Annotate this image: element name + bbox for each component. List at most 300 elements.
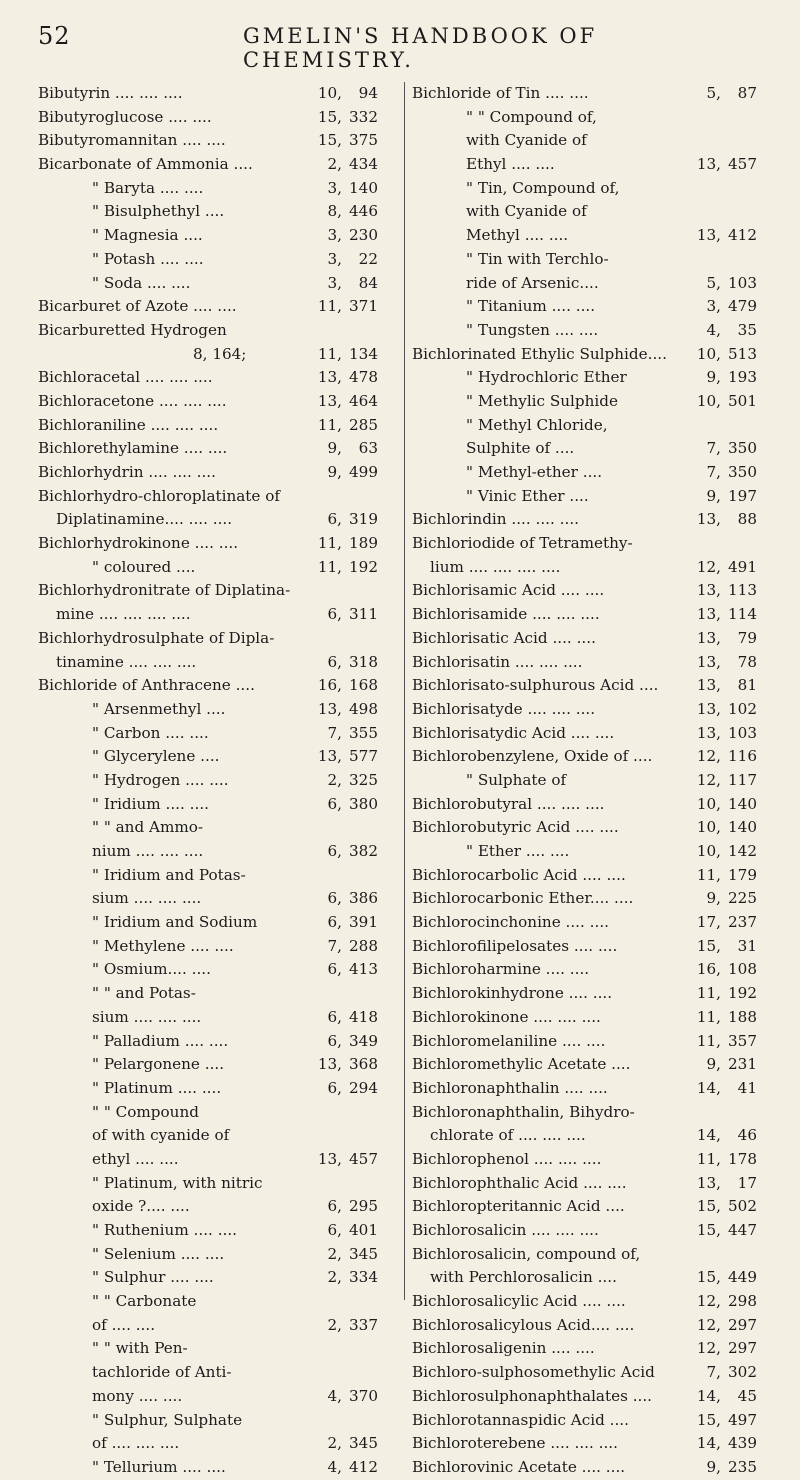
- entry-reference: [306, 200, 398, 224]
- entry-text: " Methylene .... ....: [92, 936, 234, 955]
- entry-reference: [306, 556, 398, 580]
- volume-number: 13,: [317, 368, 342, 387]
- entry-text: Sulphite of ....: [466, 439, 575, 458]
- page-reference: 334: [349, 1268, 378, 1287]
- entry-reference: [306, 1053, 398, 1077]
- page-reference: 108: [728, 960, 757, 979]
- index-column-right: [412, 82, 777, 1480]
- page-reference: 295: [349, 1197, 378, 1216]
- entry-text: Bibutyrin .... .... ....: [38, 84, 183, 102]
- page-reference: 113: [728, 581, 757, 600]
- entry-text: Bichlorocinchonine .... ....: [412, 913, 609, 932]
- entry-text: " Tellurium .... ....: [92, 1457, 226, 1476]
- volume-number: 9,: [327, 439, 342, 458]
- index-entry: [38, 958, 398, 982]
- page-reference: 225: [728, 889, 757, 908]
- entry-reference: [685, 793, 777, 817]
- volume-number: 13,: [696, 723, 721, 742]
- volume-number: 6,: [327, 652, 342, 671]
- entry-reference: [306, 1219, 398, 1243]
- entry-text: " Hydrogen .... ....: [92, 770, 229, 789]
- entry-text: " Titanium .... ....: [466, 297, 596, 316]
- index-entry: [412, 1409, 777, 1433]
- volume-number: 9,: [706, 1055, 721, 1074]
- entry-text: Bichloride of Anthracene ....: [38, 676, 255, 695]
- volume-number: 11,: [696, 1031, 721, 1050]
- entry-reference: [685, 1124, 777, 1148]
- volume-number: 16,: [317, 676, 342, 695]
- index-entry: [38, 106, 398, 130]
- entry-reference: [306, 864, 398, 888]
- entry-text: " Sulphate of: [466, 770, 567, 789]
- page-reference: 501: [728, 391, 757, 410]
- index-entry: [412, 1148, 777, 1172]
- entry-text: " " Compound: [92, 1102, 199, 1121]
- page-reference: 88: [737, 510, 757, 529]
- entry-reference: [685, 1006, 777, 1030]
- entry-reference: [306, 769, 398, 793]
- volume-number: 13,: [317, 699, 342, 718]
- entry-reference: [306, 935, 398, 959]
- entry-text: Bichlorobutyric Acid .... ....: [412, 818, 619, 837]
- entry-text: Bibutyromannitan .... ....: [38, 131, 226, 150]
- page-reference: 142: [728, 842, 757, 860]
- page-reference: 457: [728, 155, 757, 174]
- entry-reference: [685, 272, 777, 296]
- entry-reference: [685, 864, 777, 888]
- page-reference: 188: [728, 1007, 757, 1026]
- page-reference: 46: [737, 1126, 757, 1145]
- volume-number: 13,: [696, 628, 721, 647]
- entry-reference: [685, 414, 777, 438]
- entry-text: Bichlorovinic Acetate .... ....: [412, 1457, 626, 1476]
- entry-reference: [306, 579, 398, 603]
- index-entry: [38, 1361, 398, 1385]
- index-entry: [38, 1148, 398, 1172]
- index-entry: [412, 106, 777, 130]
- index-entry: [412, 1432, 777, 1456]
- index-entry: [38, 1409, 398, 1433]
- entry-reference: [685, 674, 777, 698]
- entry-reference: [306, 532, 398, 556]
- page-reference: 325: [349, 770, 378, 789]
- page-reference: 502: [728, 1197, 757, 1216]
- entry-reference: [306, 1409, 398, 1433]
- index-entry: [412, 414, 777, 438]
- page-reference: 193: [728, 368, 757, 387]
- index-entry: [412, 366, 777, 390]
- volume-number: 13,: [317, 391, 342, 410]
- volume-number: 12,: [696, 1292, 721, 1311]
- entry-reference: [685, 248, 777, 272]
- entry-reference: [685, 816, 777, 840]
- page-reference: 285: [349, 415, 378, 434]
- entry-reference: [685, 1290, 777, 1314]
- entry-text: with Cyanide of: [466, 202, 587, 221]
- volume-number: 3,: [327, 249, 342, 268]
- entry-reference: [306, 1172, 398, 1196]
- entry-reference: [306, 461, 398, 485]
- entry-text: chlorate of .... .... ....: [430, 1126, 586, 1145]
- index-entry: [412, 816, 777, 840]
- volume-number: 11,: [317, 297, 342, 316]
- entry-reference: [685, 1101, 777, 1125]
- column-divider: [404, 82, 405, 1300]
- entry-reference: [685, 769, 777, 793]
- entry-text: Bichloromethylic Acetate ....: [412, 1055, 631, 1074]
- volume-number: 13,: [696, 581, 721, 600]
- index-entry: [38, 1006, 398, 1030]
- entry-reference: [306, 1385, 398, 1409]
- volume-number: 14,: [696, 1078, 721, 1097]
- index-entry: [412, 485, 777, 509]
- page-reference: 371: [349, 297, 378, 316]
- entry-text: lium .... .... .... ....: [430, 557, 561, 576]
- volume-number: 12,: [696, 1315, 721, 1334]
- entry-text: Bichlorokinone .... .... ....: [412, 1007, 601, 1026]
- index-entry: [412, 461, 777, 485]
- volume-number: 15,: [696, 1197, 721, 1216]
- index-entry: [38, 1456, 398, 1480]
- entry-text: sium .... .... ....: [92, 889, 202, 908]
- entry-reference: [306, 1361, 398, 1385]
- volume-number: 4,: [327, 1457, 342, 1476]
- volume-number: 11,: [317, 344, 342, 363]
- entry-text: Bichloracetone .... .... ....: [38, 391, 227, 410]
- volume-number: 3,: [327, 178, 342, 197]
- entry-text: of .... .... ....: [92, 1434, 180, 1453]
- index-entry: [412, 745, 777, 769]
- entry-text: Bicarbonate of Ammonia ....: [38, 155, 253, 174]
- index-entry: [412, 532, 777, 556]
- index-entry: [38, 769, 398, 793]
- index-entry: [38, 627, 398, 651]
- entry-reference: [685, 390, 777, 414]
- index-entry: [38, 556, 398, 580]
- entry-text: " Carbon .... ....: [92, 723, 209, 742]
- entry-reference: [685, 177, 777, 201]
- entry-text: Bichlorobenzylene, Oxide of ....: [412, 747, 653, 766]
- index-entry: [412, 248, 777, 272]
- page-reference: 87: [737, 84, 757, 102]
- index-entry: [412, 1266, 777, 1290]
- volume-number: 9,: [706, 889, 721, 908]
- page-reference: 298: [728, 1292, 757, 1311]
- index-entry: [38, 1219, 398, 1243]
- page-reference: 302: [728, 1363, 757, 1382]
- entry-text: Bichlorofilipelosates .... ....: [412, 936, 618, 955]
- index-entry: [38, 224, 398, 248]
- entry-text: " " and Potas-: [92, 984, 196, 1003]
- entry-reference: [685, 1243, 777, 1267]
- entry-reference: [685, 651, 777, 675]
- volume-number: 7,: [706, 439, 721, 458]
- index-entry: [38, 1124, 398, 1148]
- index-entry: [38, 674, 398, 698]
- entry-text: Bichlorobutyral .... .... ....: [412, 794, 605, 813]
- entry-reference: [306, 485, 398, 509]
- entry-text: mony .... ....: [92, 1386, 183, 1405]
- volume-number: 10,: [696, 842, 721, 860]
- volume-number: 16,: [696, 960, 721, 979]
- entry-reference: [685, 627, 777, 651]
- page-reference: 446: [349, 202, 378, 221]
- index-entry: [38, 437, 398, 461]
- index-entry: [412, 1006, 777, 1030]
- entry-reference: [306, 816, 398, 840]
- index-entry: [38, 461, 398, 485]
- page-reference: 237: [728, 913, 757, 932]
- entry-reference: [306, 603, 398, 627]
- volume-number: 14,: [696, 1434, 721, 1453]
- volume-number: 6,: [327, 842, 342, 860]
- entry-text: Bichlorhydronitrate of Diplatina-: [38, 581, 291, 600]
- entry-reference: [306, 177, 398, 201]
- page-reference: 413: [349, 960, 378, 979]
- index-entry: [38, 1077, 398, 1101]
- page-reference: 412: [728, 226, 757, 245]
- volume-number: 12,: [696, 557, 721, 576]
- entry-reference: [685, 698, 777, 722]
- volume-number: 15,: [696, 936, 721, 955]
- volume-number: 3,: [706, 297, 721, 316]
- page-reference: 116: [728, 747, 757, 766]
- entry-reference: [685, 1219, 777, 1243]
- entry-text: Bichloride of Tin .... ....: [412, 84, 589, 102]
- entry-reference: [306, 982, 398, 1006]
- volume-number: 4,: [327, 1386, 342, 1405]
- entry-reference: [685, 1361, 777, 1385]
- entry-reference: [306, 958, 398, 982]
- entry-reference: [685, 1172, 777, 1196]
- entry-reference: [306, 674, 398, 698]
- entry-reference: [685, 153, 777, 177]
- index-entry: [38, 129, 398, 153]
- entry-reference: [685, 722, 777, 746]
- entry-reference: [685, 579, 777, 603]
- entry-text: " Potash .... ....: [92, 249, 204, 268]
- volume-number: 10,: [696, 818, 721, 837]
- page-reference: 117: [728, 770, 757, 789]
- entry-text: " " and Ammo-: [92, 818, 204, 837]
- entry-text: " Ether .... ....: [466, 842, 570, 860]
- page-reference: 350: [728, 439, 757, 458]
- entry-reference: [306, 319, 398, 343]
- entry-text: of with cyanide of: [92, 1126, 230, 1145]
- index-entry: [38, 485, 398, 509]
- index-entry: [38, 1314, 398, 1338]
- entry-text: Bichlorocarbonic Ether.... ....: [412, 889, 634, 908]
- entry-reference: [306, 1124, 398, 1148]
- page-reference: 311: [349, 605, 378, 624]
- entry-reference: [685, 1456, 777, 1480]
- entry-reference: [685, 935, 777, 959]
- entry-reference: [685, 82, 777, 106]
- running-title: GMELIN'S HANDBOOK OF CHEMISTRY.: [243, 24, 598, 72]
- volume-number: 15,: [317, 131, 342, 150]
- entry-text: " Bisulphethyl ....: [92, 202, 225, 221]
- entry-text: " Methyl Chloride,: [466, 415, 608, 434]
- entry-text: Bichlorosaligenin .... ....: [412, 1339, 595, 1358]
- index-entry: [38, 532, 398, 556]
- entry-text: Bichlorosalicin, compound of,: [412, 1244, 641, 1263]
- index-entry: [38, 1172, 398, 1196]
- entry-reference: [685, 343, 777, 367]
- index-entry: [38, 390, 398, 414]
- index-entry: [38, 816, 398, 840]
- entry-text: 8, 164;: [193, 344, 247, 363]
- page-reference: 391: [349, 913, 378, 932]
- index-entry: [412, 153, 777, 177]
- entry-reference: [685, 556, 777, 580]
- entry-text: Bichlorocarbolic Acid .... ....: [412, 865, 626, 884]
- entry-text: Bicarburet of Azote .... ....: [38, 297, 237, 316]
- page-reference: 168: [349, 676, 378, 695]
- index-entry: [412, 272, 777, 296]
- entry-text: Bichloroharmine .... ....: [412, 960, 590, 979]
- volume-number: 13,: [317, 747, 342, 766]
- entry-reference: [685, 129, 777, 153]
- page-reference: 380: [349, 794, 378, 813]
- entry-text: Bichlorhydrosulphate of Dipla-: [38, 628, 275, 647]
- page-reference: 230: [349, 226, 378, 245]
- volume-number: 15,: [696, 1268, 721, 1287]
- index-entry: [38, 1030, 398, 1054]
- entry-text: Bichlorhydrokinone .... ....: [38, 534, 239, 553]
- page-reference: 22: [358, 249, 378, 268]
- volume-number: 6,: [327, 1221, 342, 1239]
- volume-number: 9,: [327, 463, 342, 481]
- entry-reference: [306, 224, 398, 248]
- index-entry: [412, 911, 777, 935]
- entry-text: Bichlorisamic Acid .... ....: [412, 581, 605, 600]
- entry-text: oxide ?.... ....: [92, 1197, 190, 1216]
- page-reference: 45: [737, 1386, 757, 1405]
- entry-text: " Tin with Terchlo-: [466, 249, 609, 268]
- index-entry: [38, 343, 398, 367]
- page-reference: 375: [349, 131, 378, 150]
- entry-reference: [685, 508, 777, 532]
- page-reference: 345: [349, 1244, 378, 1263]
- entry-text: " Selenium .... ....: [92, 1244, 225, 1263]
- volume-number: 13,: [696, 510, 721, 529]
- volume-number: 3,: [327, 273, 342, 292]
- entry-reference: [306, 793, 398, 817]
- page-reference: 192: [349, 557, 378, 576]
- entry-reference: [306, 82, 398, 106]
- page-reference: 332: [349, 107, 378, 126]
- page-reference: 288: [349, 936, 378, 955]
- page-reference: 370: [349, 1386, 378, 1405]
- entry-text: mine .... .... .... ....: [56, 605, 191, 624]
- entry-text: " Sulphur .... ....: [92, 1268, 214, 1287]
- entry-text: Bichlorisatic Acid .... ....: [412, 628, 596, 647]
- volume-number: 7,: [706, 463, 721, 481]
- entry-reference: [685, 958, 777, 982]
- index-entry: [38, 793, 398, 817]
- volume-number: 6,: [327, 794, 342, 813]
- entry-reference: [306, 651, 398, 675]
- volume-number: 2,: [327, 155, 342, 174]
- entry-text: Bichlorosalicylic Acid .... ....: [412, 1292, 626, 1311]
- volume-number: 11,: [317, 534, 342, 553]
- page-reference: 447: [728, 1221, 757, 1239]
- page-reference: 192: [728, 984, 757, 1003]
- entry-reference: [306, 1195, 398, 1219]
- volume-number: 11,: [696, 1149, 721, 1168]
- entry-text: Bichlorosalicin .... .... ....: [412, 1221, 599, 1239]
- entry-reference: [306, 295, 398, 319]
- volume-number: 6,: [327, 960, 342, 979]
- entry-reference: [685, 1053, 777, 1077]
- page-reference: 178: [728, 1149, 757, 1168]
- index-entry: [38, 745, 398, 769]
- entry-reference: [685, 200, 777, 224]
- entry-text: " Tin, Compound of,: [466, 178, 620, 197]
- entry-reference: [306, 627, 398, 651]
- entry-text: Bichlorophthalic Acid .... ....: [412, 1173, 627, 1192]
- index-entry: [38, 982, 398, 1006]
- entry-reference: [306, 153, 398, 177]
- entry-reference: [306, 1266, 398, 1290]
- page-reference: 140: [728, 794, 757, 813]
- index-entry: [412, 840, 777, 864]
- index-entry: [412, 935, 777, 959]
- page-reference: 17: [737, 1173, 757, 1192]
- page-reference: 297: [728, 1315, 757, 1334]
- index-entry: [412, 129, 777, 153]
- index-entry: [38, 864, 398, 888]
- entry-text: " Iridium and Sodium: [92, 913, 258, 932]
- volume-number: 2,: [327, 1315, 342, 1334]
- page-reference: 41: [737, 1078, 757, 1097]
- index-entry: [38, 153, 398, 177]
- entry-reference: [306, 911, 398, 935]
- entry-text: " Sulphur, Sulphate: [92, 1410, 243, 1429]
- entry-reference: [685, 319, 777, 343]
- entry-text: Diplatinamine.... .... ....: [56, 510, 233, 529]
- volume-number: 10,: [696, 344, 721, 363]
- index-entry: [412, 1124, 777, 1148]
- volume-number: 6,: [327, 1197, 342, 1216]
- entry-reference: [685, 1148, 777, 1172]
- volume-number: 13,: [696, 652, 721, 671]
- volume-number: 14,: [696, 1386, 721, 1405]
- volume-number: 13,: [317, 1055, 342, 1074]
- index-entry: [38, 698, 398, 722]
- index-entry: [412, 1077, 777, 1101]
- volume-number: 9,: [706, 1457, 721, 1476]
- volume-number: 6,: [327, 510, 342, 529]
- entry-reference: [685, 532, 777, 556]
- entry-reference: [306, 887, 398, 911]
- index-entry: [38, 1432, 398, 1456]
- index-entry: [412, 769, 777, 793]
- volume-number: 13,: [696, 155, 721, 174]
- page-reference: 231: [728, 1055, 757, 1074]
- entry-text: Bichlorosulphonaphthalates ....: [412, 1386, 653, 1405]
- page-reference: 103: [728, 273, 757, 292]
- index-entry: [38, 1266, 398, 1290]
- entry-text: with Cyanide of: [466, 131, 587, 150]
- volume-number: 4,: [706, 320, 721, 339]
- volume-number: 11,: [317, 557, 342, 576]
- entry-text: Bichloropteritannic Acid ....: [412, 1197, 625, 1216]
- index-entry: [412, 1314, 777, 1338]
- entry-reference: [306, 272, 398, 296]
- volume-number: 6,: [327, 605, 342, 624]
- entry-text: Bichlorisamide .... .... ....: [412, 605, 600, 624]
